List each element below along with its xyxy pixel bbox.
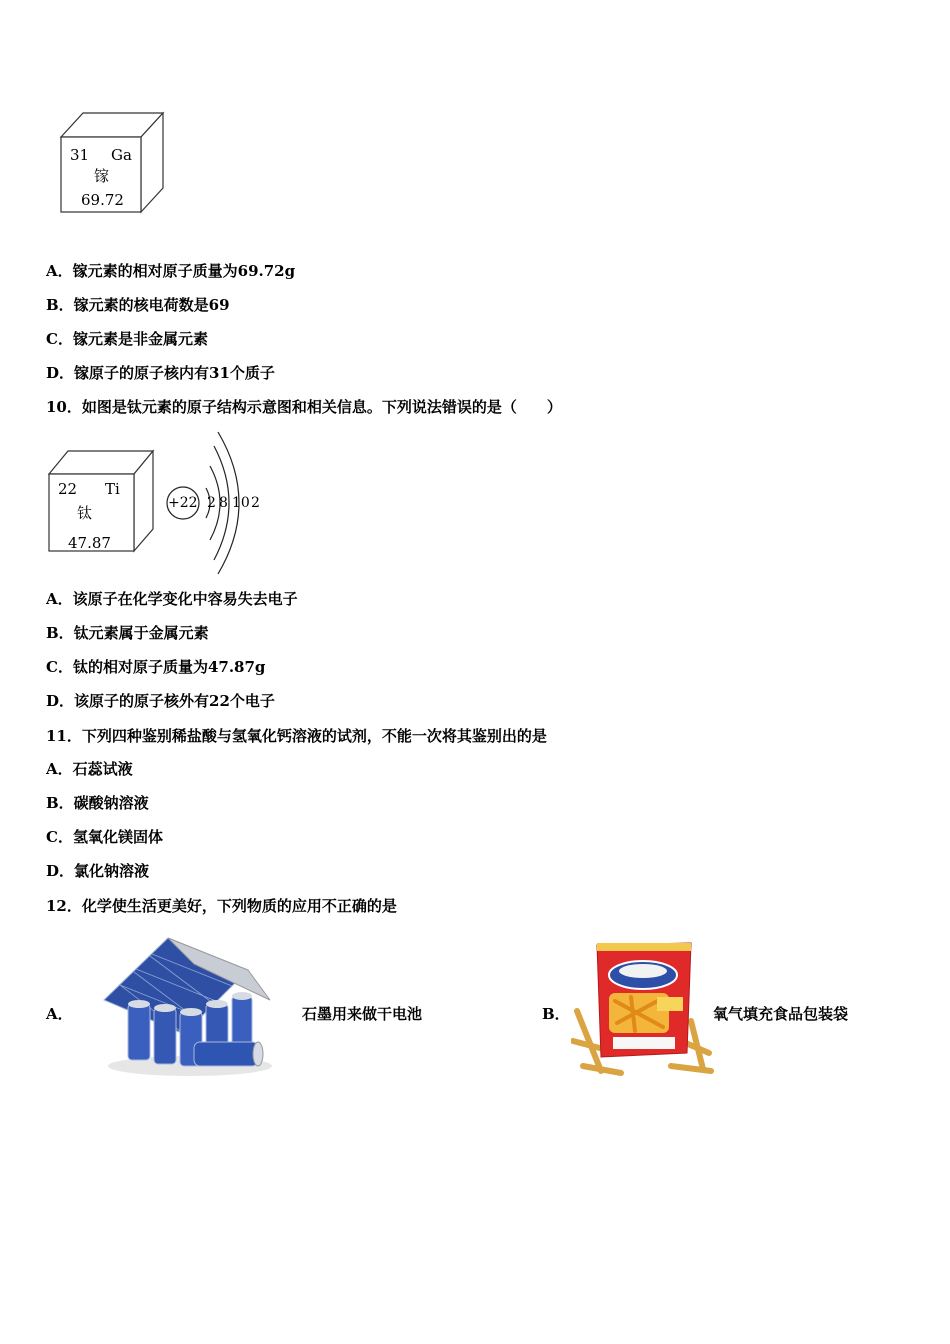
ga-name: 镓: [94, 167, 110, 185]
ti-name: 钛: [77, 504, 93, 522]
q9-option-b: B．镓元素的核电荷数是69: [46, 296, 230, 314]
ti-shell-1: 2: [207, 495, 216, 511]
q11-option-b: B．碳酸钠溶液: [46, 794, 149, 812]
q12-option-b-caption: 氧气填充食品包装袋: [713, 1005, 849, 1023]
q12-option-a-letter: A．: [46, 1005, 73, 1023]
ti-shell-4: 2: [251, 495, 260, 511]
ga-atomic-number: 31: [70, 146, 90, 164]
q9-option-a: A．镓元素的相对原子质量为69.72g: [46, 262, 296, 280]
solar-house-battery-image: [98, 934, 276, 1078]
ga-mass: 69.72: [81, 191, 124, 209]
ti-symbol: Ti: [105, 480, 120, 498]
q12-option-b-letter: B．: [542, 1005, 570, 1023]
q10-option-c: C．钛的相对原子质量为47.87g: [46, 658, 266, 676]
q10-option-d: D．该原子的原子核外有22个电子: [46, 692, 275, 710]
ti-nucleus-charge: +22: [168, 495, 198, 511]
ti-atomic-number: 22: [58, 480, 78, 498]
snack-package-image: [571, 941, 714, 1078]
ti-shell-2: 8: [219, 495, 228, 511]
q10-option-a: A．该原子在化学变化中容易失去电子: [46, 590, 298, 608]
q9-option-c: C．镓元素是非金属元素: [46, 330, 208, 348]
ti-mass: 47.87: [68, 534, 111, 552]
q11-option-c: C．氢氧化镁固体: [46, 828, 163, 846]
q11-stem: 11．下列四种鉴别稀盐酸与氢氧化钙溶液的试剂，不能一次将其鉴别出的是: [46, 727, 547, 745]
q10-option-b: B．钛元素属于金属元素: [46, 624, 209, 642]
q11-option-d: D．氯化钠溶液: [46, 862, 150, 880]
ga-symbol: Ga: [111, 146, 132, 164]
ti-shell-3: 10: [232, 495, 250, 511]
q12-option-a-caption: 石墨用来做干电池: [302, 1005, 423, 1023]
q12-stem: 12．化学使生活更美好，下列物质的应用不正确的是: [46, 897, 397, 915]
q11-option-a: A．石蕊试液: [46, 760, 133, 778]
q10-stem: 10．如图是钛元素的原子结构示意图和相关信息。下列说法错误的是（ ）: [46, 398, 562, 416]
q9-option-d: D．镓原子的原子核内有31个质子: [46, 364, 275, 382]
